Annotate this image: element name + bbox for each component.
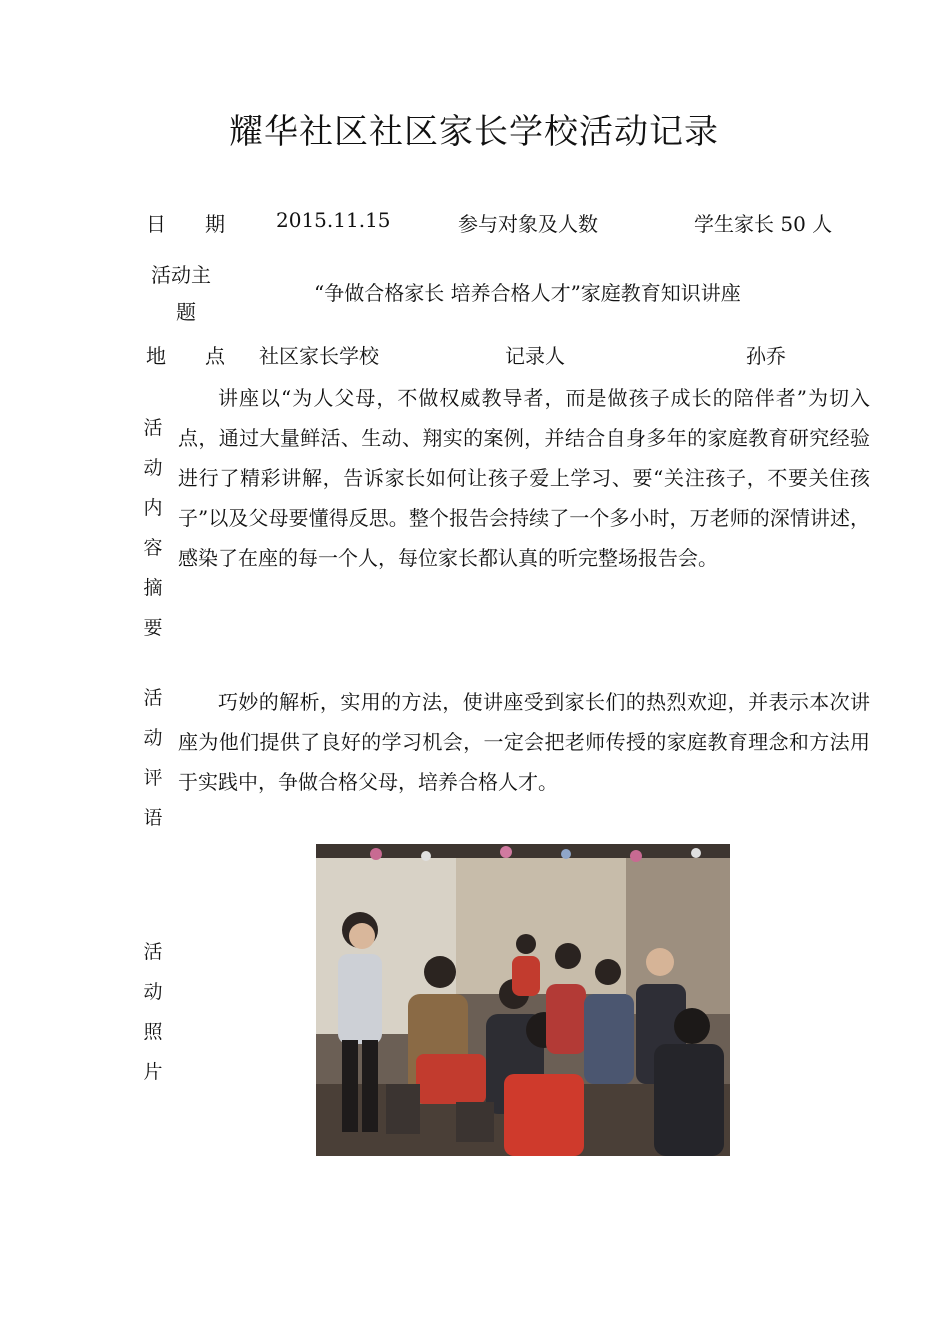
review-label bbox=[142, 678, 164, 838]
review-text-block bbox=[178, 682, 870, 802]
page-title: 耀华社区社区家长学校活动记录 bbox=[229, 112, 719, 152]
photo-label-char: 片 bbox=[143, 1061, 163, 1083]
photo-label bbox=[142, 932, 164, 1092]
participants-label: 参与对象及人数 bbox=[458, 212, 598, 236]
summary-label-char: 要 bbox=[143, 617, 163, 639]
summary-label-char: 动 bbox=[143, 457, 163, 479]
photo-label-char: 活 bbox=[143, 941, 163, 963]
review-label-char: 动 bbox=[143, 727, 163, 749]
summary-label bbox=[142, 408, 164, 648]
theme-label-line2: 题 bbox=[176, 300, 196, 324]
participants-value: 学生家长 50 人 bbox=[694, 212, 833, 236]
review-label-char: 评 bbox=[143, 767, 163, 789]
date-label-char-1: 日 bbox=[146, 212, 166, 236]
theme-label-line1: 活动主 bbox=[151, 263, 211, 287]
recorder-value: 孙乔 bbox=[746, 344, 786, 368]
summary-text: 讲座以“为人父母，不做权威教导者，而是做孩子成长的陪伴者”为切入点，通过大量鲜活、生动、翔实的案例，并结合自身多年的家庭教育研究经验进行了精彩讲解，告诉家长如何让孩子爱上学习、要“关注孩子，不要关住孩子”以及父母要懂得反思。整个报告会持续了一个多小时，万老师的深情讲述，感染了在座的每一个人，每位家长都认真的听完整场报告会。 bbox=[178, 386, 870, 570]
summary-label-char: 内 bbox=[143, 497, 163, 519]
review-text: 巧妙的解析，实用的方法，使讲座受到家长们的热烈欢迎，并表示本次讲座为他们提供了良好的学习机会，一定会把老师传授的家庭教育理念和方法用于实践中，争做合格父母，培养合格人才。 bbox=[178, 690, 870, 794]
review-label-char: 语 bbox=[143, 807, 163, 829]
activity-photo-illustration bbox=[316, 844, 730, 1156]
recorder-label: 记录人 bbox=[505, 344, 565, 368]
place-value: 社区家长学校 bbox=[259, 344, 379, 368]
summary-label-char: 摘 bbox=[143, 577, 163, 599]
place-label-char-1: 地 bbox=[146, 344, 166, 368]
date-label-char-2: 期 bbox=[205, 212, 225, 236]
place-label-char-2: 点 bbox=[205, 344, 225, 368]
activity-photo bbox=[316, 844, 730, 1156]
summary-label-char: 容 bbox=[143, 537, 163, 559]
photo-label-char: 动 bbox=[143, 981, 163, 1003]
summary-label-char: 活 bbox=[143, 417, 163, 439]
photo-label-char: 照 bbox=[143, 1021, 163, 1043]
review-label-char: 活 bbox=[143, 687, 163, 709]
theme-value: “争做合格家长 培养合格人才”家庭教育知识讲座 bbox=[314, 281, 741, 305]
date-value: 2015.11.15 bbox=[276, 208, 391, 232]
summary-text-block bbox=[178, 378, 870, 578]
